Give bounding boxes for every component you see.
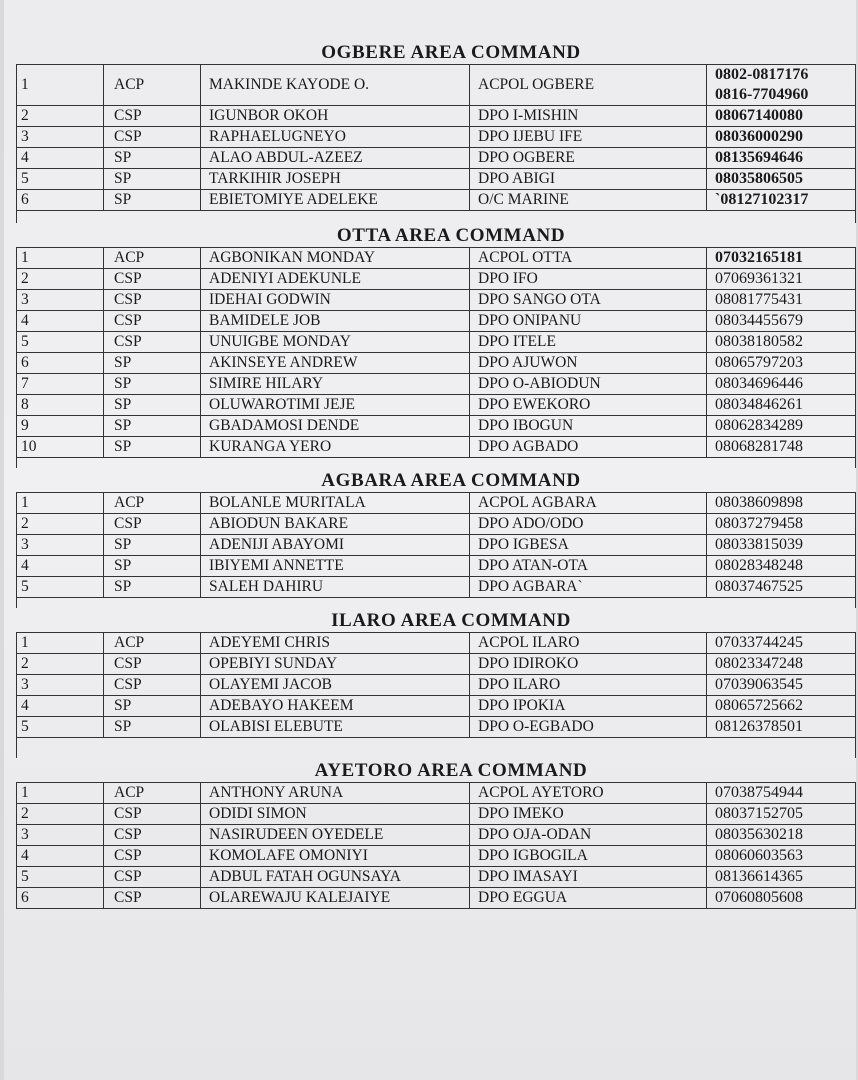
section-spacer [16,458,856,468]
name-cell: UNUIGBE MONDAY [201,332,470,353]
rank-cell: ACP [104,633,201,654]
post-cell: DPO IMASAYI [470,867,707,888]
post-cell: DPO IDIROKO [470,654,707,675]
rank-cell: ACP [104,493,201,514]
phone-cell: 08136614365 [707,867,856,888]
serial-cell: 1 [17,493,104,514]
document-page [4,0,856,1080]
rank-cell: ACP [104,65,201,106]
table-row [17,106,856,127]
name-cell: ODIDI SIMON [201,804,470,825]
command-roster [16,40,856,909]
rank-cell: SP [104,535,201,556]
phone-cell [707,65,856,106]
post-cell: DPO IJEBU IFE [470,127,707,148]
rank-cell: SP [104,437,201,458]
serial-cell: 5 [17,577,104,598]
serial-cell: 4 [17,556,104,577]
rank-cell: CSP [104,804,201,825]
phone-cell: 08067140080 [707,106,856,127]
table-row [17,332,856,353]
name-cell: ADENIJI ABAYOMI [201,535,470,556]
serial-cell: 3 [17,290,104,311]
post-cell: DPO AJUWON [470,353,707,374]
post-cell: ACPOL OTTA [470,248,707,269]
phone-cell: 08035806505 [707,169,856,190]
name-cell: KURANGA YERO [201,437,470,458]
table-row [17,437,856,458]
table-row [17,416,856,437]
rank-cell: SP [104,148,201,169]
phone-cell: 08036000290 [707,127,856,148]
serial-cell: 1 [17,633,104,654]
post-cell: DPO AGBARA` [470,577,707,598]
rank-cell: CSP [104,654,201,675]
phone-cell: 08034455679 [707,311,856,332]
rank-cell: SP [104,577,201,598]
roster-table [16,247,856,458]
serial-cell: 2 [17,804,104,825]
name-cell: NASIRUDEEN OYEDELE [201,825,470,846]
table-row [17,127,856,148]
section-ilaro [16,608,856,738]
phone-cell: 08037467525 [707,577,856,598]
rank-cell: CSP [104,867,201,888]
serial-cell: 5 [17,332,104,353]
name-cell: EBIETOMIYE ADELEKE [201,190,470,211]
rank-cell: SP [104,190,201,211]
name-cell: BAMIDELE JOB [201,311,470,332]
post-cell: O/C MARINE [470,190,707,211]
table-row [17,675,856,696]
table-row [17,395,856,416]
phone-cell: 08037152705 [707,804,856,825]
section-title: AYETORO AREA COMMAND [314,760,588,781]
rank-cell: CSP [104,127,201,148]
roster-table [16,632,856,738]
rank-cell: CSP [104,106,201,127]
post-cell: DPO ITELE [470,332,707,353]
name-cell: AKINSEYE ANDREW [201,353,470,374]
phone-cell: 08034696446 [707,374,856,395]
rank-cell: CSP [104,290,201,311]
phone-number-alt: 0816-7704960 [715,86,809,103]
table-row [17,248,856,269]
name-cell: ADENIYI ADEKUNLE [201,269,470,290]
table-row [17,374,856,395]
rank-cell: SP [104,169,201,190]
post-cell: DPO O-EGBADO [470,717,707,738]
rank-cell: ACP [104,783,201,804]
section-title: OTTA AREA COMMAND [336,225,566,246]
post-cell: DPO ATAN-OTA [470,556,707,577]
rank-cell: CSP [104,825,201,846]
name-cell: ADEBAYO HAKEEM [201,696,470,717]
name-cell: IGUNBOR OKOH [201,106,470,127]
table-row [17,717,856,738]
phone-cell: 07060805608 [707,888,856,909]
roster-table [16,492,856,598]
post-cell: DPO IPOKIA [470,696,707,717]
post-cell: ACPOL AYETORO [470,783,707,804]
name-cell: ALAO ABDUL-AZEEZ [201,148,470,169]
rank-cell: SP [104,374,201,395]
table-row [17,633,856,654]
post-cell: DPO ADO/ODO [470,514,707,535]
serial-cell: 3 [17,127,104,148]
table-row [17,269,856,290]
serial-cell: 3 [17,535,104,556]
serial-cell: 7 [17,374,104,395]
post-cell: ACPOL ILARO [470,633,707,654]
phone-cell: 07038754944 [707,783,856,804]
post-cell: DPO AGBADO [470,437,707,458]
post-cell: DPO SANGO OTA [470,290,707,311]
section-title: AGBARA AREA COMMAND [321,470,581,491]
phone-cell: 08028348248 [707,556,856,577]
table-row [17,696,856,717]
table-row [17,804,856,825]
post-cell: DPO IGBESA [470,535,707,556]
phone-cell: 08062834289 [707,416,856,437]
serial-cell: 4 [17,846,104,867]
name-cell: GBADAMOSI DENDE [201,416,470,437]
name-cell: MAKINDE KAYODE O. [201,65,470,106]
name-cell: SALEH DAHIRU [201,577,470,598]
name-cell: RAPHAELUGNEYO [201,127,470,148]
phone-cell: 08065725662 [707,696,856,717]
section-title: OGBERE AREA COMMAND [321,42,581,63]
phone-cell: 08081775431 [707,290,856,311]
rank-cell: CSP [104,514,201,535]
serial-cell: 8 [17,395,104,416]
rank-cell: SP [104,696,201,717]
section-spacer [16,598,856,608]
serial-cell: 2 [17,654,104,675]
section-agbara [16,468,856,598]
table-row [17,846,856,867]
serial-cell: 9 [17,416,104,437]
rank-cell: CSP [104,846,201,867]
serial-cell: 3 [17,675,104,696]
post-cell: DPO IFO [470,269,707,290]
roster-table [16,782,856,909]
phone-cell: 08038609898 [707,493,856,514]
name-cell: SIMIRE HILARY [201,374,470,395]
name-cell: IDEHAI GODWIN [201,290,470,311]
serial-cell: 5 [17,717,104,738]
table-row [17,514,856,535]
serial-cell: 1 [17,248,104,269]
phone-cell: 08023347248 [707,654,856,675]
phone-cell: 08065797203 [707,353,856,374]
table-row [17,825,856,846]
serial-cell: 3 [17,825,104,846]
name-cell: OLAYEMI JACOB [201,675,470,696]
table-row [17,888,856,909]
phone-cell: 07069361321 [707,269,856,290]
rank-cell: SP [104,353,201,374]
serial-cell: 5 [17,867,104,888]
section-ayetoro [16,758,856,909]
table-row [17,783,856,804]
table-row [17,577,856,598]
phone-cell: 08034846261 [707,395,856,416]
name-cell: ADEYEMI CHRIS [201,633,470,654]
post-cell: DPO IBOGUN [470,416,707,437]
name-cell: ADBUL FATAH OGUNSAYA [201,867,470,888]
phone-cell: 07032165181 [707,248,856,269]
phone-cell: 08126378501 [707,717,856,738]
roster-table [16,64,856,211]
serial-cell: 2 [17,514,104,535]
table-row [17,148,856,169]
phone-cell: `08127102317 [707,190,856,211]
phone-cell: 07039063545 [707,675,856,696]
post-cell: DPO IGBOGILA [470,846,707,867]
name-cell: ABIODUN BAKARE [201,514,470,535]
serial-cell: 4 [17,311,104,332]
post-cell: DPO EGGUA [470,888,707,909]
table-row [17,556,856,577]
rank-cell: CSP [104,675,201,696]
phone-cell: 08038180582 [707,332,856,353]
name-cell: OPEBIYI SUNDAY [201,654,470,675]
rank-cell: CSP [104,311,201,332]
name-cell: TARKIHIR JOSEPH [201,169,470,190]
rank-cell: SP [104,395,201,416]
table-row [17,169,856,190]
phone-cell: 08068281748 [707,437,856,458]
serial-cell: 1 [17,65,104,106]
name-cell: OLABISI ELEBUTE [201,717,470,738]
table-row [17,535,856,556]
post-cell: DPO OGBERE [470,148,707,169]
section-spacer [16,738,856,758]
serial-cell: 6 [17,190,104,211]
serial-cell: 6 [17,353,104,374]
name-cell: BOLANLE MURITALA [201,493,470,514]
post-cell: DPO I-MISHIN [470,106,707,127]
section-title: ILARO AREA COMMAND [331,610,571,631]
section-ogbere [16,40,856,211]
serial-cell: 10 [17,437,104,458]
table-row [17,311,856,332]
table-row [17,867,856,888]
phone-cell: 08035630218 [707,825,856,846]
name-cell: OLAREWAJU KALEJAIYE [201,888,470,909]
post-cell: ACPOL AGBARA [470,493,707,514]
rank-cell: SP [104,717,201,738]
serial-cell: 2 [17,269,104,290]
phone-cell: 08033815039 [707,535,856,556]
serial-cell: 4 [17,696,104,717]
post-cell: ACPOL OGBERE [470,65,707,106]
post-cell: DPO EWEKORO [470,395,707,416]
name-cell: KOMOLAFE OMONIYI [201,846,470,867]
table-row [17,65,856,106]
name-cell: OLUWAROTIMI JEJE [201,395,470,416]
name-cell: AGBONIKAN MONDAY [201,248,470,269]
section-otta [16,223,856,458]
phone-cell: 07033744245 [707,633,856,654]
name-cell: ANTHONY ARUNA [201,783,470,804]
table-row [17,654,856,675]
rank-cell: ACP [104,248,201,269]
serial-cell: 4 [17,148,104,169]
phone-cell: 08060603563 [707,846,856,867]
rank-cell: SP [104,556,201,577]
rank-cell: CSP [104,269,201,290]
post-cell: DPO IMEKO [470,804,707,825]
phone-cell: 08135694646 [707,148,856,169]
table-row [17,493,856,514]
table-row [17,353,856,374]
post-cell: DPO O-ABIODUN [470,374,707,395]
post-cell: DPO ONIPANU [470,311,707,332]
rank-cell: CSP [104,332,201,353]
serial-cell: 5 [17,169,104,190]
serial-cell: 6 [17,888,104,909]
serial-cell: 1 [17,783,104,804]
phone-number: 0802-0817176 [715,66,809,83]
serial-cell: 2 [17,106,104,127]
phone-cell: 08037279458 [707,514,856,535]
table-row [17,190,856,211]
table-row [17,290,856,311]
post-cell: DPO OJA-ODAN [470,825,707,846]
section-spacer [16,211,856,223]
rank-cell: CSP [104,888,201,909]
post-cell: DPO ILARO [470,675,707,696]
post-cell: DPO ABIGI [470,169,707,190]
rank-cell: SP [104,416,201,437]
name-cell: IBIYEMI ANNETTE [201,556,470,577]
